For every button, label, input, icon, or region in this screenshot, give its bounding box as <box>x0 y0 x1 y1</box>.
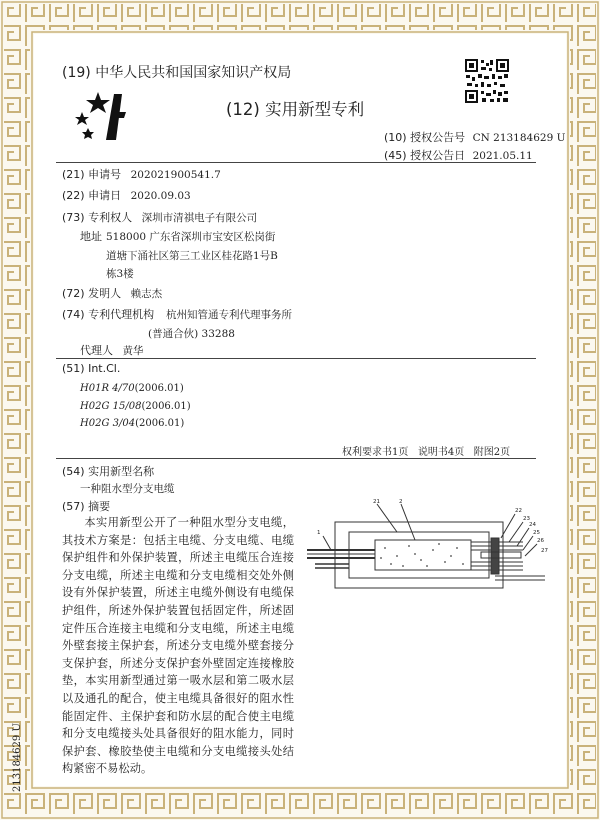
patentee-label: (73) 专利权人 <box>62 211 133 224</box>
application-date-row <box>62 187 191 203</box>
address-line: 栋3楼 <box>106 268 134 280</box>
address <box>106 228 278 284</box>
cnipa-logo-icon <box>68 82 130 144</box>
qr-code-icon[interactable] <box>464 58 510 104</box>
figure-label: 23 <box>523 516 530 522</box>
publication-number-row <box>384 129 565 145</box>
ipc-list <box>80 380 191 433</box>
publication-date-label: (45) 授权公告日 <box>384 149 466 162</box>
application-number-row <box>62 166 221 182</box>
ipc-version: (2006.01) <box>134 383 184 394</box>
ipc-item <box>80 380 191 398</box>
figure-label: 22 <box>515 508 522 514</box>
int-cl-label: (51) Int.Cl. <box>62 362 121 375</box>
inventor: 赖志杰 <box>130 288 163 300</box>
patentee: 深圳市清祺电子有限公司 <box>141 212 258 224</box>
agency-line: (普通合伙) 33288 <box>148 328 235 340</box>
agent-label: 代理人 <box>80 344 113 357</box>
pages-info: 权利要求书1页 说明书4页 附图2页 <box>342 447 511 458</box>
application-number-label: (21) 申请号 <box>62 168 122 181</box>
publication-date: 2021.05.11 <box>472 150 533 162</box>
abstract-body: 本实用新型公开了一种阻水型分支电缆，其技术方案是：包括主电缆、分支电缆、电缆保护组件和外保护装置，所述主电缆压合连接分支电缆，所述主电缆和分支电缆相交处外侧设有外保护装置，所述主电缆外侧设有电缆保护组件，所述外保护装置包括固定件，所述固定件压合连接主电缆和分支电缆，所述主电缆外壁套接主保护套，所述分支电缆外壁套接分支保护套，所述分支保护套外壁固定连接橡胶垫，本实用新型通过第一吸水层和第二吸水层以及通孔的配合，使主电缆具备很好的阻水性能固定件、主保护套和防水层的配合使主电缆和分支电缆接头处具备很好的阻水能力，同时保护套、橡胶垫使主电缆和分支电缆接头处结构紧密不易松动。 <box>62 516 294 776</box>
figure-label: 27 <box>541 548 548 554</box>
header-divider <box>56 162 536 163</box>
address-label: 地址 <box>80 230 102 243</box>
address-line: 道塘下涌社区第三工业区桂花路1号B <box>106 249 278 262</box>
utility-model-title: 一种阻水型分支电缆 <box>80 483 175 495</box>
ipc-item <box>80 398 191 416</box>
application-date-label: (22) 申请日 <box>62 189 122 202</box>
agency-line: 杭州知管通专利代理事务所 <box>166 309 292 321</box>
office-name: (19) 中华人民共和国国家知识产权局 <box>62 65 292 81</box>
ipc-code: H02G 3/04 <box>80 418 136 429</box>
address-line: 518000 广东省深圳市宝安区松岗街 <box>106 231 276 243</box>
publication-date-row <box>384 147 533 163</box>
divider <box>56 358 536 359</box>
figure-label: 1 <box>317 530 321 536</box>
side-publication-number: 213184629 U <box>12 723 23 792</box>
figure-label: 25 <box>533 530 540 536</box>
figure-label: 2 <box>399 499 403 505</box>
publication-number: CN 213184629 U <box>472 132 566 144</box>
agency-label: (74) 专利代理机构 <box>62 308 155 321</box>
ipc-code: H01R 4/70 <box>80 383 135 394</box>
title-label: (54) 实用新型名称 <box>62 465 155 478</box>
agent-row <box>80 342 144 358</box>
patentee-row <box>62 209 257 225</box>
inventor-row <box>62 285 162 301</box>
figure-label: 21 <box>373 499 380 505</box>
agency <box>148 306 292 344</box>
ipc-item <box>80 415 191 433</box>
figure-label: 26 <box>537 538 544 544</box>
application-date: 2020.09.03 <box>130 190 191 202</box>
cable-drawing <box>305 496 555 616</box>
ipc-code: H02G 15/08 <box>80 400 142 412</box>
ipc-version: (2006.01) <box>135 418 185 429</box>
divider <box>56 458 536 459</box>
publication-number-label: (10) 授权公告号 <box>384 131 466 144</box>
figure-label: 24 <box>529 522 536 528</box>
inventor-label: (72) 发明人 <box>62 287 122 300</box>
application-number: 202021900541.7 <box>130 169 221 181</box>
abstract-label: (57) 摘要 <box>62 500 111 513</box>
ipc-version: (2006.01) <box>141 400 191 412</box>
abstract-text <box>62 514 294 778</box>
agent: 黄华 <box>122 345 144 357</box>
document-kind: (12) 实用新型专利 <box>226 100 365 119</box>
